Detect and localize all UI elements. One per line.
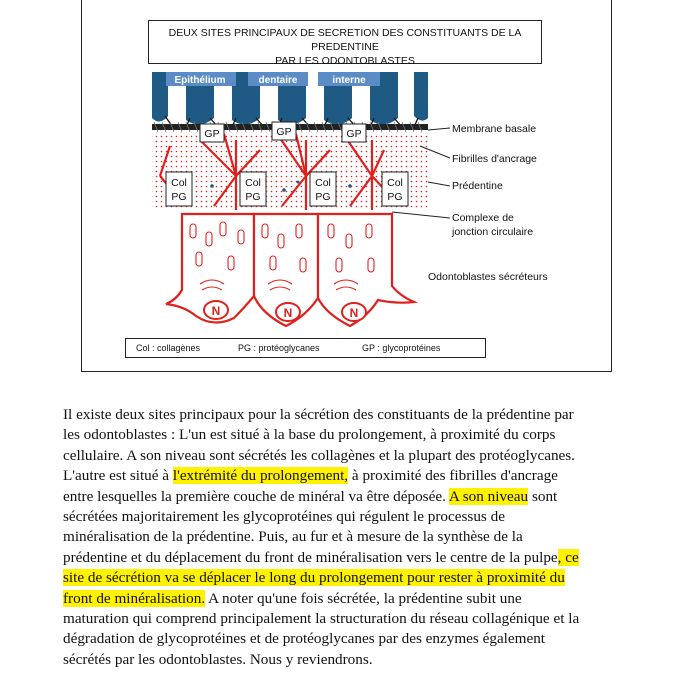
pg-label-2: PG — [245, 191, 261, 203]
gp-label-3: GP — [346, 128, 362, 140]
callout-complexe-1: Complexe de — [452, 212, 514, 224]
pg-label-1: PG — [171, 191, 187, 203]
text-line: sécrétés par les odontoblastes. Nous y reviendrons. — [63, 650, 373, 668]
col-label-4: Col — [387, 177, 403, 189]
col-label-1: Col — [171, 177, 187, 189]
text-line: sécrétées majoritairement les glycoprotéines qui régulent le processus de — [63, 508, 505, 526]
figure-title-line-1: DEUX SITES PRINCIPAUX DE SECRETION DES CONSTITUANTS DE LA PREDENTINE — [168, 27, 522, 53]
nucleus-label-2: N — [283, 306, 293, 320]
nucleus-label-3: N — [349, 306, 359, 320]
text-line: maturation qui comprend principalement la structuration du réseau collagénique et la — [63, 610, 580, 628]
epithelium-layer — [152, 72, 428, 127]
pg-label-4: PG — [387, 191, 403, 203]
text-line: minéralisation de la prédentine. Puis, au fur et à mesure de la synthèse de la — [63, 528, 523, 546]
nucleus-label-1: N — [211, 304, 221, 318]
highlight-site-deplacement: site de sécrétion va se déplacer le long du prolongement pour rester à proximité du — [63, 569, 565, 587]
text-line — [63, 568, 631, 588]
callout-complexe-2: jonction circulaire — [452, 226, 534, 238]
body-paragraph — [63, 405, 631, 670]
figure-legend — [125, 338, 486, 358]
legend-col: Col : collagènes — [136, 343, 201, 353]
text-run: prédentine et du déplacement du front de minéralisation vers le centre de la pulpe — [63, 548, 558, 566]
text-run: sont — [528, 487, 558, 505]
text-line — [63, 589, 631, 609]
legend-gp: GP : glycoprotéines — [362, 343, 441, 353]
callout-fibrilles: Fibrilles d'ancrage — [452, 153, 537, 165]
epithelium-label-2: dentaire — [258, 75, 298, 86]
pg-label-3: PG — [315, 191, 331, 203]
text-line — [63, 487, 631, 507]
col-label-2: Col — [245, 177, 261, 189]
text-line — [63, 466, 631, 486]
text-line: dégradation de glycoprotéines et de protéoglycanes par des enzymes également — [63, 630, 546, 648]
epithelium-label-1: Epithélium — [174, 75, 226, 86]
text-line: cellulaire. A son niveau sont sécrétés les collagènes et la plupart des protéoglycanes. — [63, 446, 575, 464]
text-line: les odontoblastes : L'un est situé à la base du prolongement, à proximité du corps — [63, 426, 556, 444]
figure-title-line-2: PAR LES ODONTOBLASTES — [275, 55, 415, 67]
epithelium-label-3: interne — [332, 75, 366, 86]
highlight-ce-start: , ce — [557, 548, 579, 566]
callout-membrane: Membrane basale — [452, 123, 537, 135]
legend-pg: PG : protéoglycanes — [238, 343, 320, 353]
col-label-3: Col — [315, 177, 331, 189]
text-run: à proximité des fibrilles d'ancrage — [348, 467, 558, 485]
highlight-front-mineralisation: front de minéralisation. — [63, 589, 206, 607]
text-line: Il existe deux sites principaux pour la sécrétion des constituants de la prédentine par — [63, 406, 574, 423]
text-line — [63, 548, 631, 568]
figure-title — [148, 20, 542, 67]
text-run: A noter qu'une fois sécrétée, la prédentine subit une — [205, 589, 522, 607]
highlight-extremite: l'extrémité du prolongement, — [172, 467, 349, 485]
text-run: entre lesquelles la première couche de minéral va être déposée. — [63, 487, 449, 505]
highlight-a-son-niveau: A son niveau — [448, 487, 529, 505]
callout-odontoblastes: Odontoblastes sécréteurs — [428, 271, 548, 283]
gp-label-1: GP — [204, 128, 220, 140]
gp-label-2: GP — [276, 126, 292, 138]
text-run: L'autre est situé à — [63, 467, 173, 485]
callout-predentine: Prédentine — [452, 180, 503, 192]
